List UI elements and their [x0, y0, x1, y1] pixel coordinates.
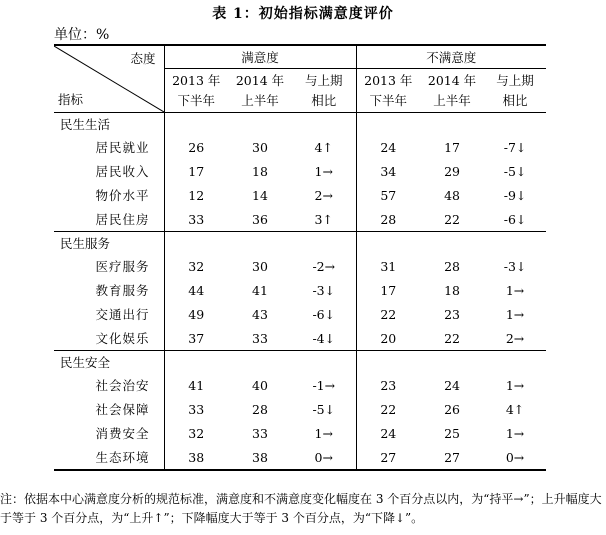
cell-sat-2013: 17	[188, 163, 205, 179]
indicator-name: 居民住房	[54, 207, 164, 232]
cell-sat-2013: 33	[188, 401, 205, 417]
cell-uns-2014: 27	[444, 449, 460, 465]
empty-cell	[164, 232, 228, 255]
cell-uns-2014: 22	[444, 211, 460, 227]
col-header-sat-2013: 2013 年 下半年	[164, 69, 228, 113]
col-header-sat-2014: 2014 年 上半年	[228, 69, 292, 113]
empty-cell	[228, 232, 292, 255]
cell-sat-2014: 18	[252, 163, 268, 179]
cell-sat-2013: 12	[188, 187, 205, 203]
cell-uns-change: 0→	[505, 449, 525, 465]
cell-uns-2014: 23	[444, 306, 460, 322]
cell-sat-2013: 38	[188, 449, 205, 465]
cell-sat-2014: 38	[252, 449, 268, 465]
empty-cell	[356, 232, 420, 255]
empty-cell	[484, 351, 546, 374]
table-row	[54, 445, 546, 470]
cell-sat-2014: 33	[252, 330, 268, 346]
cell-sat-2013: 33	[188, 211, 205, 227]
cell-uns-2014: 48	[444, 187, 460, 203]
indicator-name: 物价水平	[54, 183, 164, 207]
cell-sat-2014: 14	[252, 187, 268, 203]
empty-cell	[484, 113, 546, 136]
indicator-name: 医疗服务	[54, 254, 164, 278]
cell-uns-2014: 24	[444, 377, 460, 393]
unit-label: 单位：%	[54, 27, 110, 43]
indicator-name: 居民收入	[54, 159, 164, 183]
cell-uns-2014: 26	[444, 401, 460, 417]
cell-uns-change: -5↓	[503, 163, 527, 179]
cell-sat-change: -5↓	[292, 397, 356, 421]
cell-uns-2014: 18	[444, 282, 460, 298]
indicator-name: 文化娱乐	[54, 326, 164, 351]
empty-cell	[356, 113, 420, 136]
indicator-name: 教育服务	[54, 278, 164, 302]
table-row	[54, 278, 546, 302]
empty-cell	[420, 113, 484, 136]
cell-uns-change: 2→	[505, 330, 525, 346]
cell-uns-2013: 28	[380, 211, 397, 227]
cell-uns-2013: 23	[380, 377, 397, 393]
table-row	[54, 254, 546, 278]
unsatisfied-group-header: 不满意度	[356, 45, 546, 69]
cell-uns-change: 1→	[505, 377, 525, 393]
category-label: 民生生活	[54, 113, 164, 136]
table-row	[54, 373, 546, 397]
empty-cell	[420, 351, 484, 374]
cell-uns-change: -3↓	[503, 258, 527, 274]
cell-sat-change: -2→	[292, 254, 356, 278]
table-row	[54, 302, 546, 326]
table-row	[54, 421, 546, 445]
empty-cell	[228, 351, 292, 374]
indicator-label: 指标	[58, 92, 84, 107]
empty-cell	[164, 351, 228, 374]
cell-sat-change: -3↓	[292, 278, 356, 302]
corner-header-cell	[54, 45, 164, 113]
cell-sat-change: -1→	[292, 373, 356, 397]
table-row	[54, 326, 546, 351]
cell-uns-2013: 17	[380, 282, 397, 298]
cell-sat-2014: 40	[252, 377, 268, 393]
col-header-uns-2013: 2013 年 下半年	[356, 69, 420, 113]
empty-cell	[292, 232, 356, 255]
empty-cell	[292, 113, 356, 136]
cell-uns-change: 1→	[505, 282, 525, 298]
cell-sat-2013: 44	[188, 282, 205, 298]
cell-uns-2013: 22	[380, 401, 397, 417]
indicator-name: 消费安全	[54, 421, 164, 445]
cell-sat-2014: 30	[252, 258, 268, 274]
cell-sat-change: -6↓	[292, 302, 356, 326]
cell-uns-2014: 17	[444, 139, 460, 155]
cell-uns-2013: 57	[380, 187, 397, 203]
empty-cell	[356, 351, 420, 374]
cell-uns-2013: 22	[380, 306, 397, 322]
cell-uns-change: -9↓	[503, 187, 527, 203]
cell-sat-2013: 49	[188, 306, 205, 322]
cell-sat-2013: 32	[188, 258, 205, 274]
table-row	[54, 135, 546, 159]
table-row	[54, 183, 546, 207]
category-row	[54, 113, 546, 136]
table-body	[54, 113, 546, 471]
cell-sat-2013: 32	[188, 425, 205, 441]
table-row	[54, 397, 546, 421]
indicator-name: 社会治安	[54, 373, 164, 397]
indicator-name: 社会保障	[54, 397, 164, 421]
satisfied-group-header: 满意度	[164, 45, 356, 69]
attitude-label: 态度	[130, 51, 156, 66]
cell-uns-2014: 29	[444, 163, 460, 179]
cell-sat-change: 1→	[292, 159, 356, 183]
category-row	[54, 232, 546, 255]
cell-uns-change: 1→	[505, 306, 525, 322]
footnote: 注：依据本中心满意度分析的规范标准，满意度和不满意度变化幅度在 3 个百分点以内，为“持平→”；上升幅度大于等于 3 个百分点，为“上升↑”；下降幅度大于等于 3 个百分点，为“下降↓”。	[0, 492, 602, 525]
cell-uns-change: -6↓	[503, 211, 527, 227]
col-header-uns-change: 与上期 相比	[484, 69, 546, 113]
col-header-uns-2014: 2014 年 上半年	[420, 69, 484, 113]
cell-sat-2014: 36	[252, 211, 268, 227]
cell-uns-change: 4↑	[505, 401, 525, 417]
category-label: 民生服务	[54, 232, 164, 255]
indicator-name: 生态环境	[54, 445, 164, 470]
cell-sat-2014: 30	[252, 139, 268, 155]
table-title: 表 1：初始指标满意度评价	[212, 6, 394, 22]
empty-cell	[164, 113, 228, 136]
cell-uns-2014: 28	[444, 258, 460, 274]
cell-sat-change: -4↓	[292, 326, 356, 351]
cell-sat-2014: 33	[252, 425, 268, 441]
table-row	[54, 159, 546, 183]
cell-uns-2014: 22	[444, 330, 460, 346]
indicator-name: 交通出行	[54, 302, 164, 326]
empty-cell	[484, 232, 546, 255]
indicator-name: 居民就业	[54, 135, 164, 159]
cell-sat-change: 1→	[292, 421, 356, 445]
cell-uns-2013: 34	[380, 163, 397, 179]
cell-sat-2014: 41	[252, 282, 268, 298]
category-label: 民生安全	[54, 351, 164, 374]
empty-cell	[228, 113, 292, 136]
cell-sat-2014: 43	[252, 306, 268, 322]
empty-cell	[292, 351, 356, 374]
cell-uns-2013: 31	[380, 258, 397, 274]
table-row	[54, 207, 546, 232]
cell-sat-2013: 26	[188, 139, 205, 155]
category-row	[54, 351, 546, 374]
empty-cell	[420, 232, 484, 255]
cell-uns-2013: 20	[380, 330, 397, 346]
cell-uns-change: -7↓	[503, 139, 527, 155]
cell-sat-change: 2→	[292, 183, 356, 207]
cell-sat-2014: 28	[252, 401, 268, 417]
satisfaction-table	[54, 44, 546, 471]
cell-uns-2013: 27	[380, 449, 397, 465]
cell-uns-2013: 24	[380, 425, 397, 441]
col-header-sat-change: 与上期 相比	[292, 69, 356, 113]
cell-sat-2013: 41	[188, 377, 205, 393]
cell-uns-change: 1→	[505, 425, 525, 441]
cell-sat-change: 0→	[292, 445, 356, 470]
cell-sat-change: 3↑	[292, 207, 356, 232]
cell-uns-2013: 24	[380, 139, 397, 155]
cell-sat-change: 4↑	[292, 135, 356, 159]
cell-uns-2014: 25	[444, 425, 460, 441]
cell-sat-2013: 37	[188, 330, 205, 346]
